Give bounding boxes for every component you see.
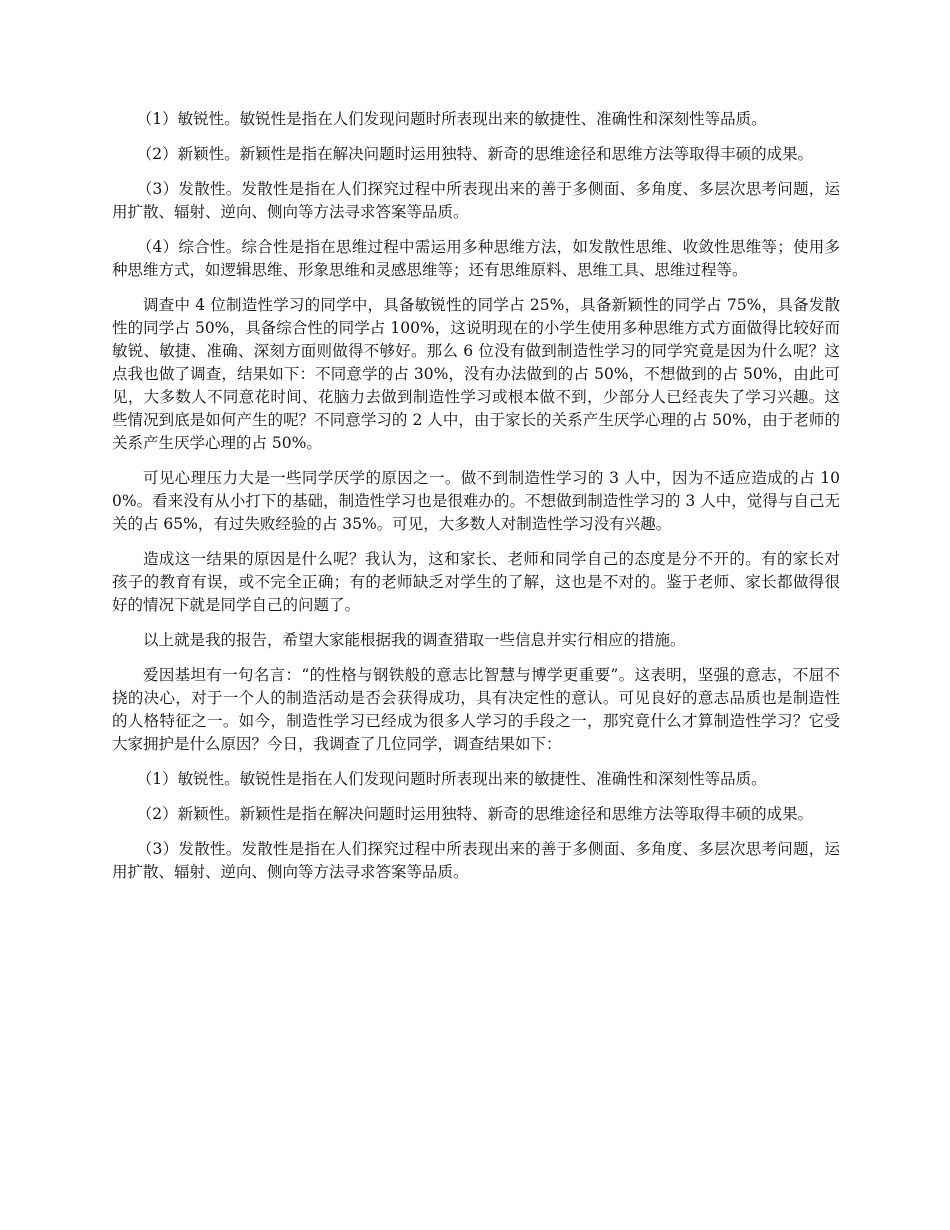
paragraph-report-conclusion: 以上就是我的报告，希望大家能根据我的调查猎取一些信息并实行相应的措施。	[143, 631, 686, 649]
paragraph-einstein-quote: 爱因基坦有一句名言：“的性格与钢铁般的意志比智慧与博学更重要”。这表明，坚强的意志，不屈不挠的决心，对于一个人的制造活动是否会获得成功，具有决定性的意认。可见良好的意志品质也是制造性的人格特征之一。如今，制造性学习已经成为很多人学习的手段之一，那究竟什么才算制造性学习？它受大家拥护是什么原因？今日，我调查了几位同学，调查结果如下：	[112, 666, 840, 753]
paragraph-novelty-repeat: （2）新颖性。新颖性是指在解决问题时运用独特、新奇的思维途径和思维方法等取得丰硕的成果。	[136, 805, 814, 823]
paragraph-psychological-pressure: 可见心理压力大是一些同学厌学的原因之一。做不到制造性学习的 3 人中，因为不适应造成的占 100%。看来没有从小打下的基础，制造性学习也是很难办的。不想做到制造性学习的 3 人中，觉得与自己无关的占 65%，有过失败经验的占 35%。可见，大多数人对制造性学习没有兴趣。	[112, 469, 840, 533]
paragraph-sensitivity-repeat: （1）敏锐性。敏锐性是指在人们发现问题时所表现出来的敏捷性、准确性和深刻性等品质。	[136, 770, 767, 788]
paragraph-divergence: （3）发散性。发散性是指在人们探究过程中所表现出来的善于多侧面、多角度、多层次思考问题，运用扩散、辐射、逆向、侧向等方法寻求答案等品质。	[112, 180, 840, 221]
paragraph-survey-results: 调查中 4 位制造性学习的同学中，具备敏锐性的同学占 25%，具备新颖性的同学占 75%，具备发散性的同学占 50%，具备综合性的同学占 100%，这说明现在的小学生使用多种思维方式方面做得比较好而敏锐、敏捷、准确、深刻方面则做得不够好。那么 6 位没有做到制造性学习的同学究竟是因为什么呢？这点我也做了调查，结果如下：不同意学的占 30%，没有办法做到的占 50%，不想做到的占 50%，由此可见，大多数人不同意花时间、花脑力去做到制造性学习或根本做不到，少部分人已经丧失了学习兴趣。这些情况到底是如何产生的呢？不同意学习的 2 人中，由于家长的关系产生厌学心理的占 50%，由于老师的关系产生厌学心理的占 50%。	[112, 296, 840, 452]
paragraph-novelty: （2）新颖性。新颖性是指在解决问题时运用独特、新奇的思维途径和思维方法等取得丰硕的成果。	[136, 145, 814, 163]
paragraph-causes: 造成这一结果的原因是什么呢？我认为，这和家长、老师和同学自己的态度是分不开的。有的家长对孩子的教育有误，或不完全正确；有的老师缺乏对学生的了解，这也是不对的。鉴于老师、家长都做得很好的情况下就是同学自己的问题了。	[112, 550, 840, 614]
paragraph-sensitivity: （1）敏锐性。敏锐性是指在人们发现问题时所表现出来的敏捷性、准确性和深刻性等品质。	[136, 110, 767, 128]
paragraph-comprehensiveness: （4）综合性。综合性是指在思维过程中需运用多种思维方法，如发散性思维、收敛性思维等；使用多种思维方式，如逻辑思维、形象思维和灵感思维等；还有思维原料、思维工具、思维过程等。	[112, 238, 840, 279]
paragraph-divergence-repeat: （3）发散性。发散性是指在人们探究过程中所表现出来的善于多侧面、多角度、多层次思考问题，运用扩散、辐射、逆向、侧向等方法寻求答案等品质。	[112, 840, 840, 881]
document-body	[112, 108, 840, 896]
